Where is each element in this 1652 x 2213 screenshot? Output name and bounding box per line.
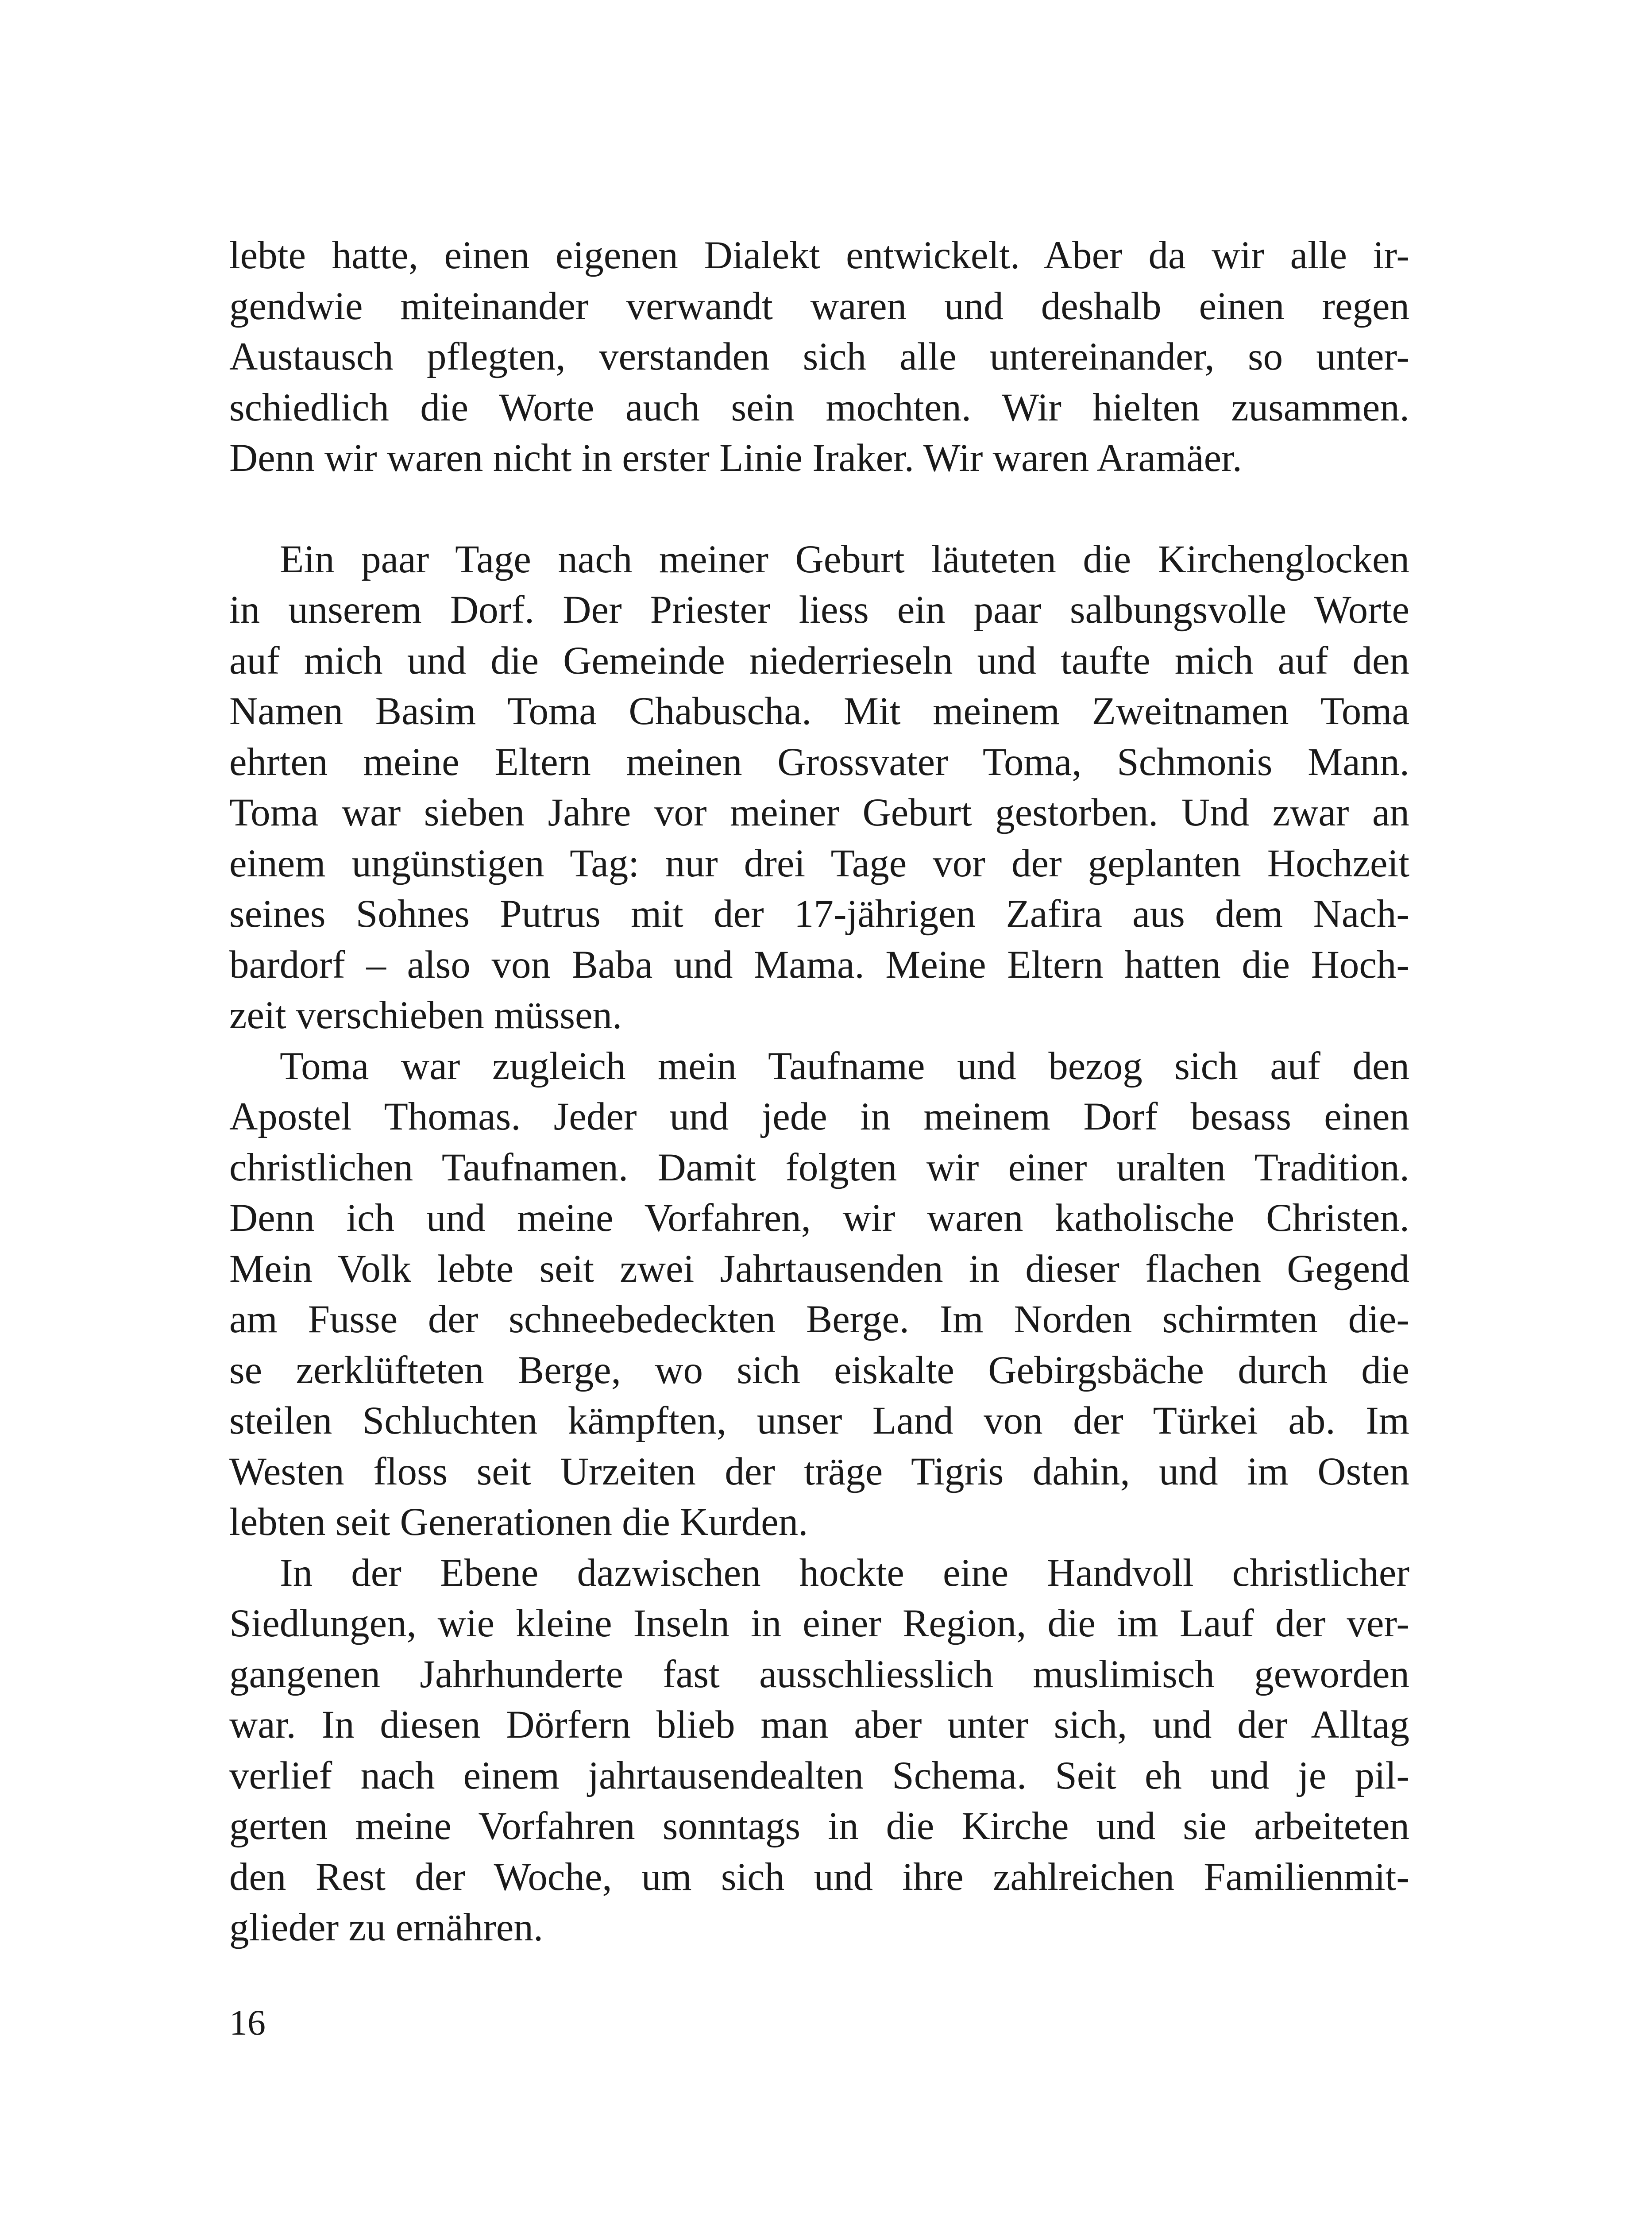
paragraph-2 — [229, 534, 1409, 1041]
text-line: am Fusse der schneebedeckten Berge. Im Norden schirmten die- — [229, 1298, 1409, 1341]
text-line: Namen Basim Toma Chabuscha. Mit meinem Zweitnamen Toma — [229, 690, 1409, 733]
text-line: ehrten meine Eltern meinen Grossvater Toma, Schmonis Mann. — [229, 740, 1409, 784]
text-line: Siedlungen, wie kleine Inseln in einer Region, die im Lauf der ver- — [229, 1602, 1409, 1645]
text-line: Mein Volk lebte seit zwei Jahrtausenden in dieser flachen Gegend — [229, 1247, 1409, 1291]
text-line: bardorf – also von Baba und Mama. Meine Eltern hatten die Hoch- — [229, 943, 1409, 987]
paragraph-3 — [229, 1041, 1409, 1548]
text-line: In der Ebene dazwischen hockte eine Handvoll christlicher — [280, 1551, 1409, 1595]
text-line: schiedlich die Worte auch sein mochten. Wir hielten zusammen. — [229, 386, 1409, 429]
text-line: Denn wir waren nicht in erster Linie Iraker. Wir waren Aramäer. — [229, 436, 1243, 480]
text-line: christlichen Taufnamen. Damit folgten wir einer uralten Tradition. — [229, 1145, 1409, 1189]
text-line: zeit verschieben müssen. — [229, 994, 622, 1037]
text-line: gendwie miteinander verwandt waren und deshalb einen regen — [229, 284, 1409, 328]
text-line: gerten meine Vorfahren sonntags in die Kirche und sie arbeiteten — [229, 1804, 1409, 1848]
text-line: Denn ich und meine Vorfahren, wir waren katholische Christen. — [229, 1196, 1409, 1240]
text-line: Ein paar Tage nach meiner Geburt läuteten die Kirchenglocken — [280, 537, 1409, 581]
text-line: in unserem Dorf. Der Priester liess ein paar salbungsvolle Worte — [229, 588, 1409, 632]
text-line: einem ungünstigen Tag: nur drei Tage vor der geplanten Hochzeit — [229, 841, 1409, 885]
text-line: Westen floss seit Urzeiten der träge Tigris dahin, und im Osten — [229, 1450, 1409, 1493]
text-line: se zerklüfteten Berge, wo sich eiskalte Gebirgsbäche durch die — [229, 1348, 1409, 1392]
text-line: war. In diesen Dörfern blieb man aber unter sich, und der Alltag — [229, 1703, 1409, 1746]
text-line: steilen Schluchten kämpften, unser Land von der Türkei ab. Im — [229, 1399, 1409, 1442]
text-line: glieder zu ernähren. — [229, 1906, 544, 1949]
paragraph-1 — [229, 230, 1409, 484]
text-line: lebte hatte, einen eigenen Dialekt entwickelt. Aber da wir alle ir- — [229, 234, 1409, 277]
text-line: verlief nach einem jahrtausendealten Schema. Seit eh und je pil- — [229, 1754, 1409, 1797]
text-line: Apostel Thomas. Jeder und jede in meinem Dorf besass einen — [229, 1095, 1409, 1138]
text-line: Toma war sieben Jahre vor meiner Geburt gestorben. Und zwar an — [229, 791, 1409, 834]
text-line: gangenen Jahrhunderte fast ausschliesslich muslimisch geworden — [229, 1652, 1409, 1696]
body-text — [229, 230, 1409, 1953]
paragraph-4 — [229, 1548, 1409, 1953]
text-line: auf mich und die Gemeinde niederrieseln und taufte mich auf den — [229, 639, 1409, 682]
text-line: Austausch pflegten, verstanden sich alle untereinander, so unter- — [229, 335, 1409, 378]
text-line: Toma war zugleich mein Taufname und bezog sich auf den — [280, 1044, 1409, 1088]
text-line: seines Sohnes Putrus mit der 17-jährigen Zafira aus dem Nach- — [229, 892, 1409, 936]
text-line: den Rest der Woche, um sich und ihre zahlreichen Familienmit- — [229, 1855, 1409, 1899]
text-line: lebten seit Generationen die Kurden. — [229, 1500, 808, 1544]
paragraph-gap — [229, 484, 1409, 534]
page-number: 16 — [229, 2002, 266, 2043]
